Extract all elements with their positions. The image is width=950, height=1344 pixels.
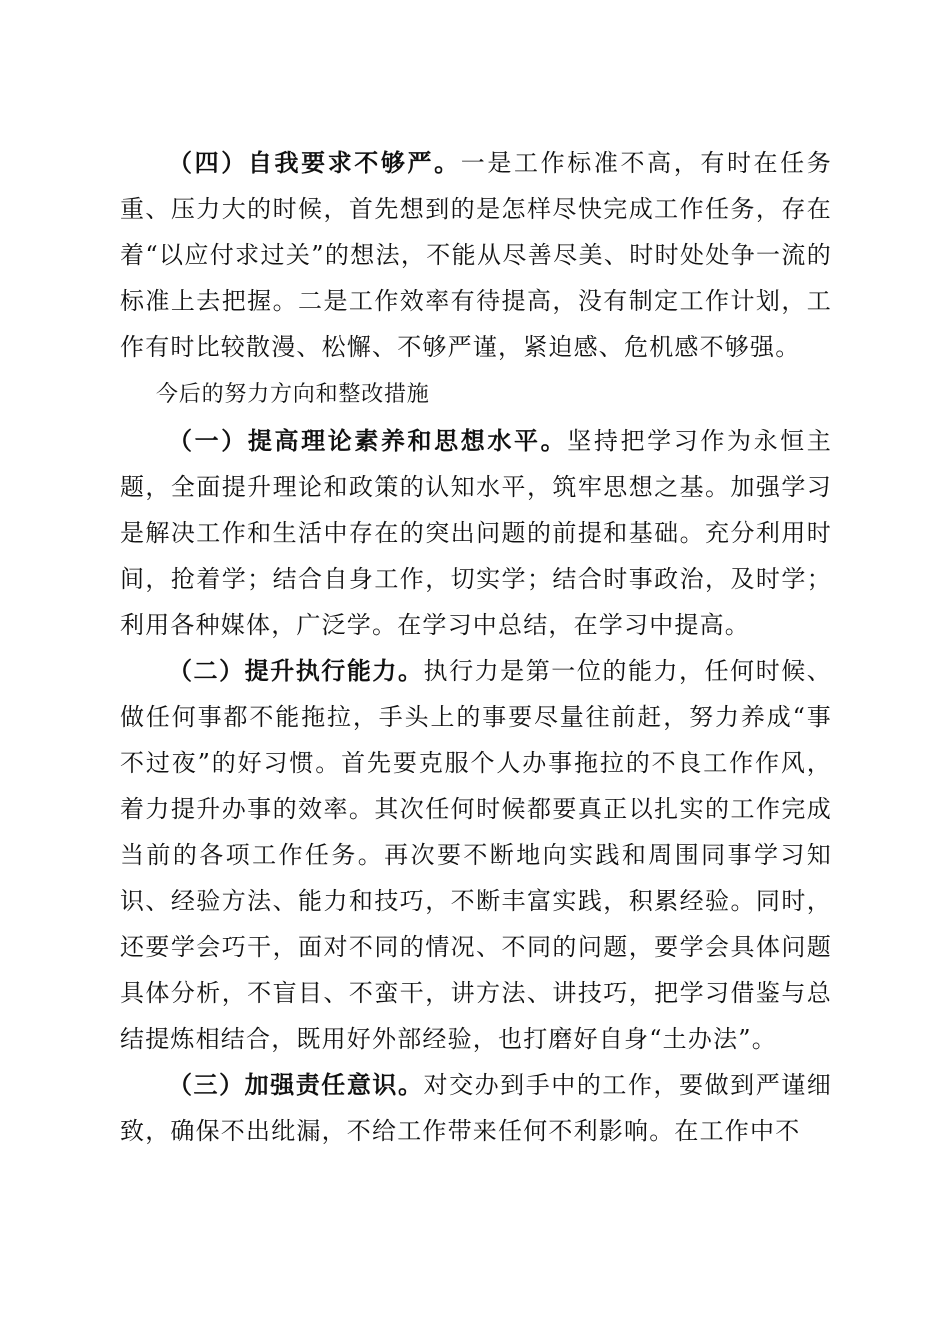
section-title: 今后的努力方向和整改措施 <box>156 382 430 407</box>
paragraph-heading: （二）提升执行能力。 <box>168 657 424 685</box>
paragraph-measure-execution <box>120 648 832 1062</box>
paragraph-body: 对交办到手中的工作，要做到严谨细致，确保不出纰漏，不给工作带来任何不利影响。在工作中不 <box>120 1071 833 1145</box>
paragraph-body: 坚持把学习作为永恒主题，全面提升理论和政策的认知水平，筑牢思想之基。加强学习是解决工作和生活中存在的突出问题的前提和基础。充分利用时间，抢着学；结合自身工作，切实学；结合时事政治，及时学；利用各种媒体，广泛学。在学习中总结，在学习中提高。 <box>120 427 832 639</box>
paragraph-heading: （三）加强责任意识。 <box>168 1071 424 1099</box>
paragraph-self-requirement <box>120 140 832 370</box>
paragraph-heading: （一）提高理论素养和思想水平。 <box>168 427 568 455</box>
paragraph-body: 一是工作标准不高，有时在任务重、压力大的时候，首先想到的是怎样尽快完成工作任务，存在着“以应付求过关”的想法，不能从尽善尽美、时时处处争一流的标准上去把握。二是工作效率有待提高，没有制定工作计划，工作有时比较散漫、松懈、不够严谨，紧迫感、危机感不够强。 <box>120 149 832 361</box>
paragraph-body: 执行力是第一位的能力，任何时候、做任何事都不能拖拉，手头上的事要尽量往前赶，努力养成“事不过夜”的好习惯。首先要克服个人办事拖拉的不良工作作风，着力提升办事的效率。其次任何时候都要真正以扎实的工作完成当前的各项工作任务。再次要不断地向实践和周围同事学习知识、经验方法、能力和技巧，不断丰富实践，积累经验。同时，还要学会巧干，面对不同的情况、不同的问题，要学会具体问题具体分析，不盲目、不蛮干，讲方法、讲技巧，把学习借鉴与总结提炼相结合，既用好外部经验，也打磨好自身“土办法”。 <box>120 657 833 1053</box>
document-page <box>120 140 832 1154</box>
paragraph-measure-theory <box>120 418 832 648</box>
paragraph-heading: （四）自我要求不够严。 <box>168 149 461 177</box>
paragraph-measure-responsibility <box>120 1062 832 1154</box>
